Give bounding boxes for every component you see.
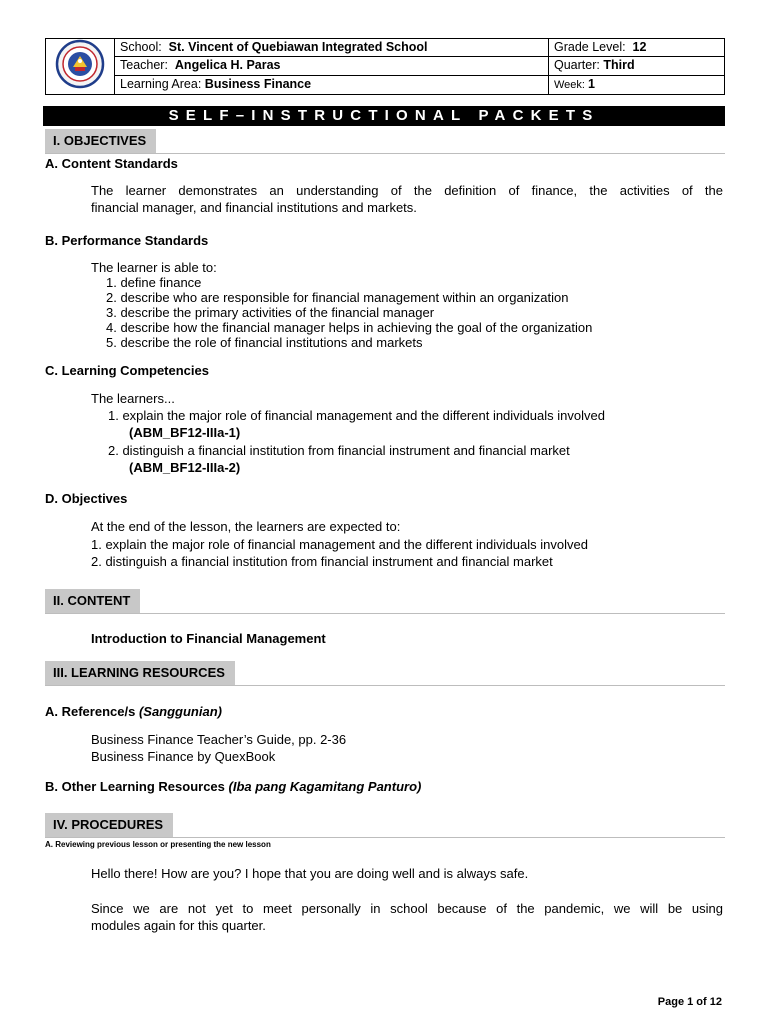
- header-table: [45, 38, 725, 95]
- reference-item: Business Finance Teacher’s Guide, pp. 2-36: [91, 732, 347, 747]
- quarter-value: Third: [603, 58, 635, 73]
- procedures-para1: Hello there! How are you? I hope that you are doing well and is always safe.: [91, 866, 529, 881]
- list-item: 2. distinguish a financial institution from financial instrument and financial market: [91, 554, 553, 569]
- performance-standards-title: B. Performance Standards: [45, 233, 209, 248]
- week-value: 1: [588, 76, 595, 91]
- grade-value: 12: [632, 40, 647, 55]
- area-value: Business Finance: [204, 77, 312, 92]
- resources-section-header: [45, 661, 725, 686]
- list-item: 4. describe how the financial manager helps in achieving the goal of the organization: [106, 320, 593, 335]
- reference-item: Business Finance by QuexBook: [91, 749, 276, 764]
- other-resources-title: B. Other Learning Resources (Iba pang Kagamitang Panturo): [45, 779, 422, 794]
- school-seal-icon: [51, 39, 109, 89]
- week-cell: Week: 1: [549, 75, 725, 94]
- area-cell: Learning Area: Business Finance: [115, 75, 549, 94]
- procedures-para2-line2: modules again for this quarter.: [91, 918, 266, 933]
- content-topic: Introduction to Financial Management: [91, 631, 326, 646]
- packet-banner: SELF–INSTRUCTIONAL PACKETS: [43, 106, 725, 126]
- content-heading: II. CONTENT: [45, 589, 140, 613]
- list-item: 2. describe who are responsible for financial management within an organization: [106, 290, 569, 305]
- school-cell: School: St. Vincent of Quebiawan Integrated School: [115, 39, 549, 57]
- procedures-section-header: [45, 813, 725, 838]
- objectives-heading: I. OBJECTIVES: [45, 129, 156, 153]
- list-item: 1. explain the major role of financial management and the different individuals involved: [108, 408, 605, 423]
- list-item: 1. explain the major role of financial management and the different individuals involved: [91, 537, 588, 552]
- resources-heading: III. LEARNING RESOURCES: [45, 661, 235, 685]
- quarter-cell: Quarter: Third: [549, 57, 725, 75]
- reference-title: A. Reference/s (Sanggunian): [45, 704, 222, 719]
- competency-code: (ABM_BF12-IIIa-2): [129, 460, 241, 475]
- list-item: 1. define finance: [106, 275, 202, 290]
- procedures-sub: A. Reviewing previous lesson or presenting the new lesson: [45, 840, 271, 849]
- competencies-intro: The learners...: [91, 391, 175, 406]
- competency-code: (ABM_BF12-IIIa-1): [129, 425, 241, 440]
- objectives-section-header: [45, 129, 725, 154]
- content-standards-line2: financial manager, and financial institutions and markets.: [91, 200, 417, 215]
- objectives-intro: At the end of the lesson, the learners are expected to:: [91, 519, 401, 534]
- school-logo-cell: [46, 39, 115, 95]
- performance-intro: The learner is able to:: [91, 260, 217, 275]
- procedures-para2-line1: Since we are not yet to meet personally in school because of the pandemic, we will be using: [91, 901, 723, 916]
- school-name: St. Vincent of Quebiawan Integrated School: [168, 40, 428, 55]
- page-number: Page 1 of 12: [657, 996, 722, 1008]
- list-item: 2. distinguish a financial institution from financial instrument and financial market: [108, 443, 570, 458]
- learning-competencies-title: C. Learning Competencies: [45, 363, 209, 378]
- content-section-header: [45, 589, 725, 614]
- grade-cell: Grade Level: 12: [549, 39, 725, 57]
- teacher-cell: Teacher: Angelica H. Paras: [115, 57, 549, 75]
- content-standards-title: A. Content Standards: [45, 156, 178, 171]
- objectives-sub-title: D. Objectives: [45, 491, 128, 506]
- procedures-heading: IV. PROCEDURES: [45, 813, 173, 837]
- teacher-name: Angelica H. Paras: [174, 58, 281, 73]
- content-standards-line1: The learner demonstrates an understanding of the definition of finance, the activities of the: [91, 183, 723, 198]
- list-item: 5. describe the role of financial institutions and markets: [106, 335, 423, 350]
- list-item: 3. describe the primary activities of the financial manager: [106, 305, 435, 320]
